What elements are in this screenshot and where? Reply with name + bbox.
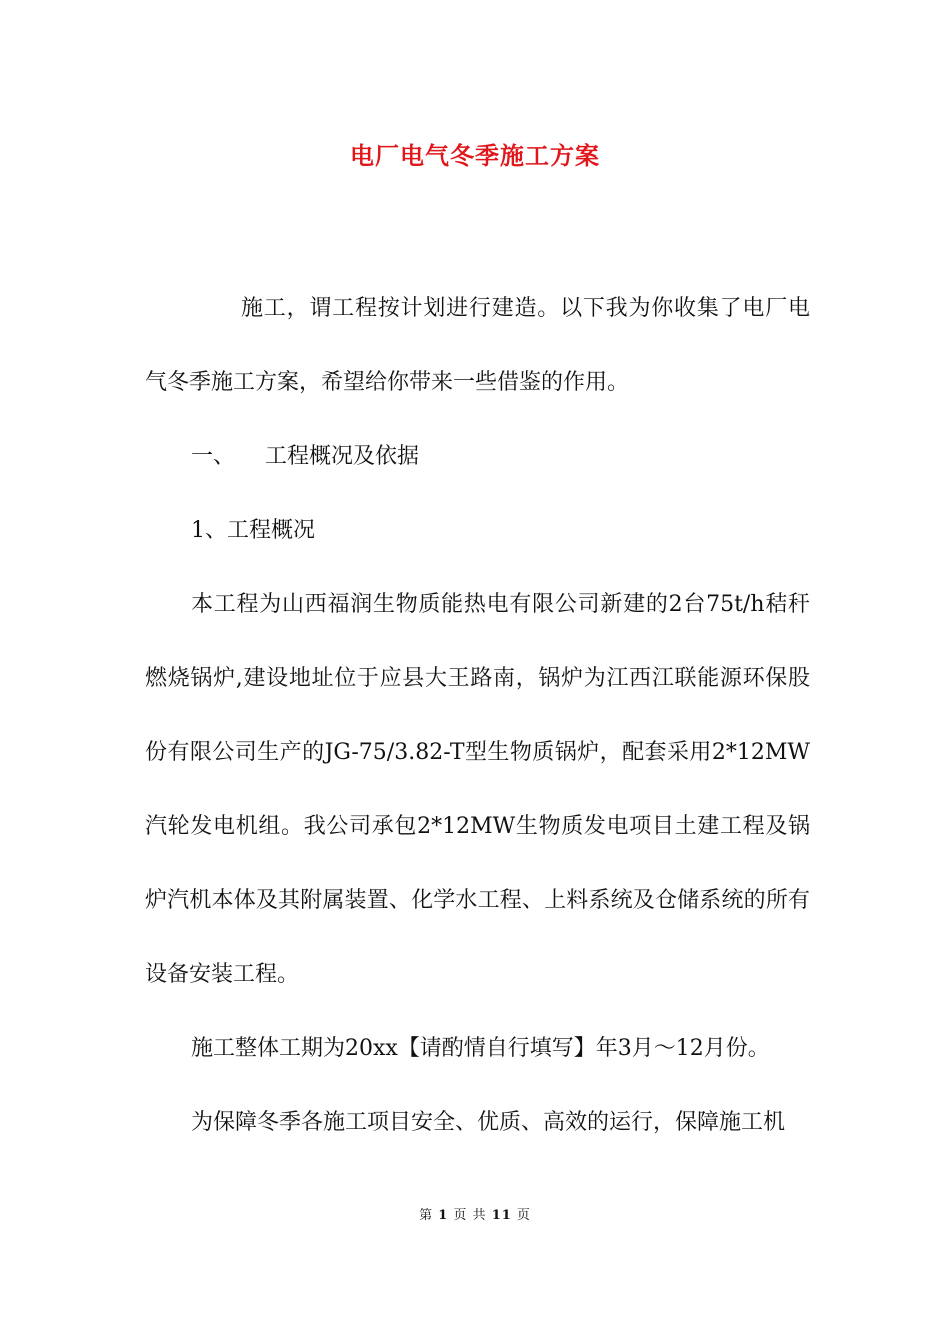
subsection-heading: 1、工程概况 bbox=[191, 518, 315, 543]
overview-paragraph: 本工程为山西福润生物质能热电有限公司新建的2台75t/h秸秆燃烧锅炉,建设地址位于应县大王路南，锅炉为江西江联能源环保股份有限公司生产的JG-75/3.82-T型生物质锅炉，配套采用2*12MW汽轮发电机组。我公司承包2*12MW生物质发电项目土建工程及锅炉汽机本体及其附属装置、化学水工程、上料系统及仓储系统的所有设备安装工程。 bbox=[145, 592, 810, 987]
footer-middle: 页 共 bbox=[453, 1208, 487, 1223]
intro-paragraph: 施工，谓工程按计划进行建造。以下我为你收集了电厂电气冬季施工方案，希望给你带来一些借鉴的作用。 bbox=[145, 296, 810, 395]
purpose-paragraph: 为保障冬季各施工项目安全、优质、高效的运行，保障施工机 bbox=[191, 1110, 786, 1135]
schedule-paragraph: 施工整体工期为20xx【请酌情自行填写】年3月～12月份。 bbox=[191, 1036, 770, 1061]
footer-total-pages: 11 bbox=[491, 1208, 512, 1223]
footer-suffix: 页 bbox=[516, 1208, 531, 1223]
footer-prefix: 第 bbox=[419, 1208, 434, 1223]
document-body bbox=[145, 272, 810, 1160]
footer-page-number: 1 bbox=[438, 1208, 449, 1223]
section-heading-number: 一、 bbox=[191, 444, 236, 469]
section-heading bbox=[145, 420, 810, 494]
document-title: 电厂电气冬季施工方案 bbox=[350, 141, 600, 170]
section-heading-text: 工程概况及依据 bbox=[265, 444, 420, 469]
page-footer bbox=[0, 1206, 950, 1226]
